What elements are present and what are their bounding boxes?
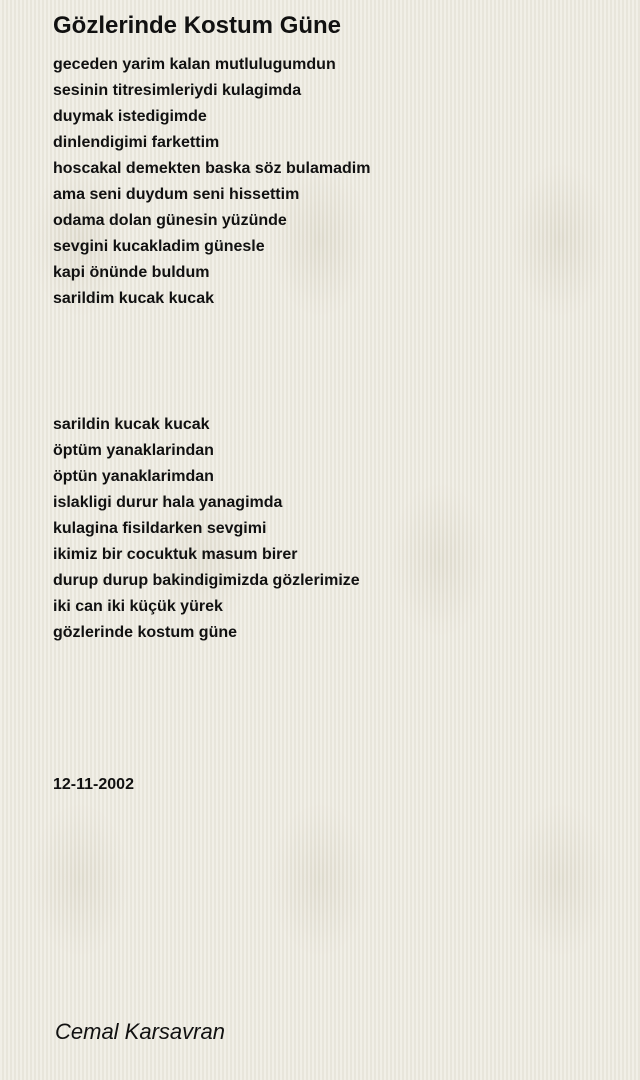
poem-line: kulagina fisildarken sevgimi	[53, 520, 267, 537]
poem-line: öptün yanaklarimdan	[53, 468, 214, 485]
poem-line: odama dolan günesin yüzünde	[53, 212, 287, 229]
poem-line: sarildin kucak kucak	[53, 416, 210, 433]
poem-line: ama seni duydum seni hissettim	[53, 186, 300, 203]
poem-line: ikimiz bir cocuktuk masum birer	[53, 546, 298, 563]
poem-title: Gözlerinde Kostum Güne	[53, 12, 342, 39]
poem-line: kapi önünde buldum	[53, 264, 210, 281]
poem-line: dinlendigimi farkettim	[53, 134, 220, 151]
poem-line: iki can iki küçük yürek	[53, 598, 223, 615]
poem-line: sevgini kucakladim günesle	[53, 238, 265, 255]
poem-line: sesinin titresimleriydi kulagimda	[53, 82, 302, 99]
poem-line: sarildim kucak kucak	[53, 290, 214, 307]
poem-line: duymak istedigimde	[53, 108, 207, 125]
poem-date: 12-11-2002	[53, 776, 134, 793]
poem-line: durup durup bakindigimizda gözlerimize	[53, 572, 360, 589]
stanza-2	[53, 412, 360, 646]
poem-line: gözlerinde kostum güne	[53, 624, 238, 641]
poem-line: islakligi durur hala yanagimda	[53, 494, 283, 511]
poem-line: geceden yarim kalan mutlulugumdun	[53, 56, 336, 73]
poem-line: öptüm yanaklarindan	[53, 442, 214, 459]
stanza-1	[53, 52, 370, 312]
poem-line: hoscakal demekten baska söz bulamadim	[53, 160, 371, 177]
poem-author: Cemal Karsavran	[55, 1019, 225, 1044]
